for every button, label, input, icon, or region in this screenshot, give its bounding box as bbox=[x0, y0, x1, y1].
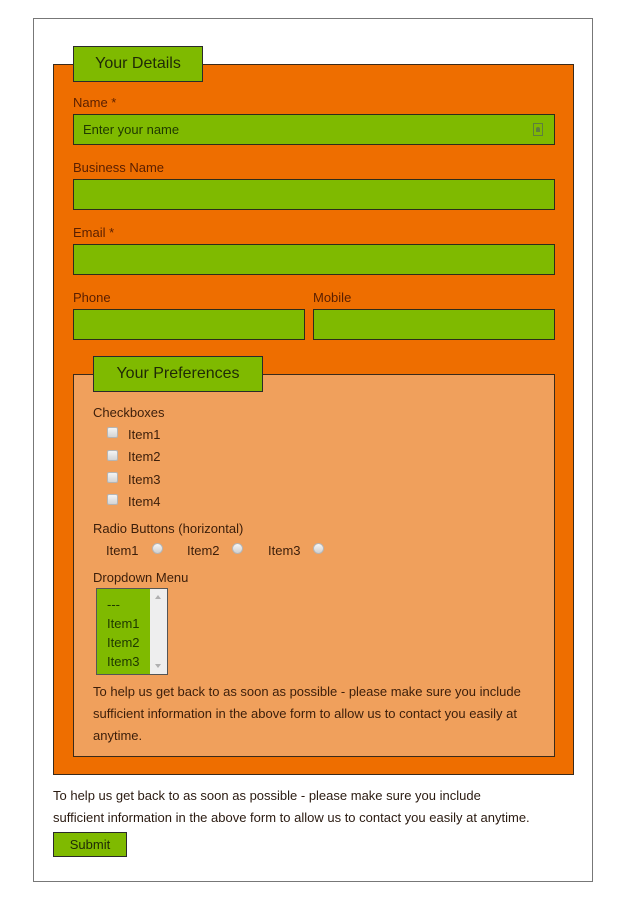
radio-item1-label[interactable]: Item1 bbox=[106, 543, 139, 558]
business-name-label: Business Name bbox=[73, 160, 165, 175]
radio-item2[interactable] bbox=[232, 543, 243, 554]
checkbox-item2[interactable] bbox=[107, 450, 118, 461]
dropdown-option[interactable]: Item2 bbox=[107, 635, 140, 650]
mobile-label: Mobile bbox=[313, 290, 352, 305]
scroll-down-arrow-icon[interactable] bbox=[155, 664, 161, 668]
email-label: Email * bbox=[73, 225, 115, 240]
name-placeholder: Enter your name bbox=[83, 122, 180, 137]
radio-item3-label[interactable]: Item3 bbox=[268, 543, 301, 558]
checkbox-item2-label[interactable]: Item2 bbox=[128, 449, 161, 464]
radio-item3[interactable] bbox=[313, 543, 324, 554]
mobile-input[interactable] bbox=[313, 309, 555, 340]
dropdown-scrollbar[interactable] bbox=[150, 589, 167, 674]
checkbox-item3[interactable] bbox=[107, 472, 118, 483]
radio-buttons-label: Radio Buttons (horizontal) bbox=[93, 521, 244, 536]
checkbox-item1[interactable] bbox=[107, 427, 118, 438]
dropdown-option[interactable]: Item1 bbox=[107, 616, 140, 631]
checkbox-item4[interactable] bbox=[107, 494, 118, 505]
footer-note-line2: sufficient information in the above form to allow us to contact you easily at anytime. bbox=[53, 810, 530, 825]
phone-label: Phone bbox=[73, 290, 111, 305]
details-legend: Your Details bbox=[73, 46, 203, 82]
dropdown-option[interactable]: Item3 bbox=[107, 654, 140, 669]
checkboxes-label: Checkboxes bbox=[93, 405, 165, 420]
checkbox-item1-label[interactable]: Item1 bbox=[128, 427, 161, 442]
checkbox-item3-label[interactable]: Item3 bbox=[128, 472, 161, 487]
preferences-note: To help us get back to as soon as possible - please make sure you include sufficient information in the above form to allow us to contact you easily at anytime. bbox=[93, 684, 521, 743]
preferences-legend: Your Preferences bbox=[93, 356, 263, 392]
dropdown-listbox[interactable] bbox=[96, 588, 168, 675]
dropdown-option[interactable]: --- bbox=[107, 597, 120, 612]
name-label: Name * bbox=[73, 95, 117, 110]
checkbox-item4-label[interactable]: Item4 bbox=[128, 494, 161, 509]
radio-item2-label[interactable]: Item2 bbox=[187, 543, 220, 558]
footer-note-line1: To help us get back to as soon as possible - please make sure you include bbox=[53, 788, 481, 803]
dropdown-label: Dropdown Menu bbox=[93, 570, 189, 585]
phone-input[interactable] bbox=[73, 309, 305, 340]
submit-button[interactable]: Submit bbox=[53, 832, 127, 857]
email-input[interactable] bbox=[73, 244, 555, 275]
business-name-input[interactable] bbox=[73, 179, 555, 210]
scroll-up-arrow-icon[interactable] bbox=[155, 595, 161, 599]
contact-card-icon[interactable] bbox=[533, 123, 543, 136]
radio-item1[interactable] bbox=[152, 543, 163, 554]
name-input[interactable] bbox=[73, 114, 555, 145]
